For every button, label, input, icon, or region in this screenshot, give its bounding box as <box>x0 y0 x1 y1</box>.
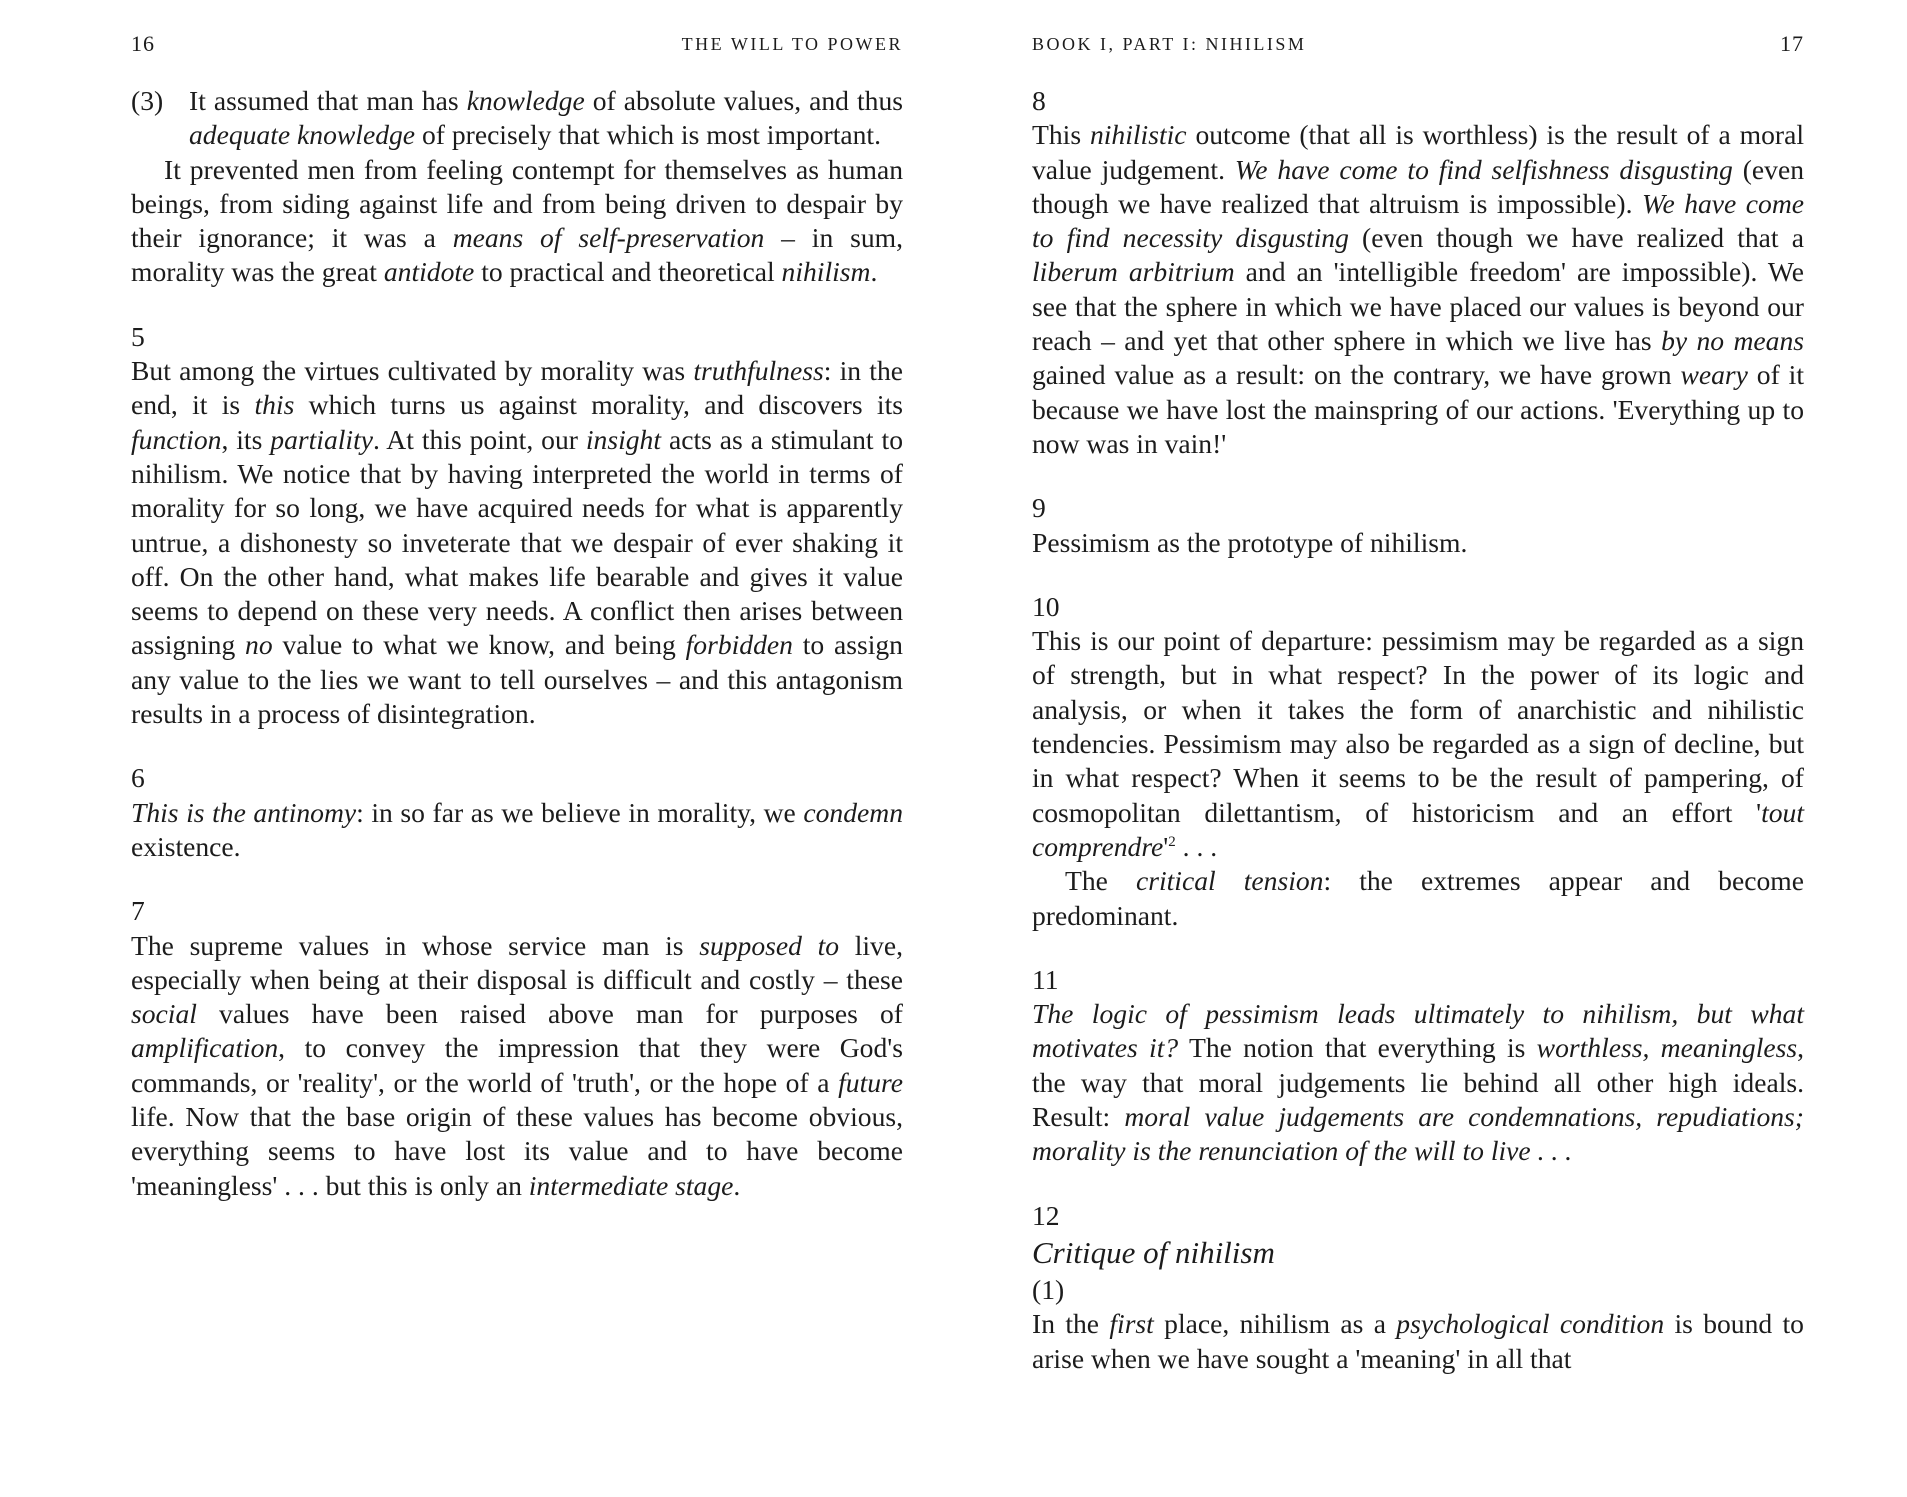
section-number-9: 9 <box>1032 492 1046 524</box>
section-12-title: Critique of nihilism <box>1032 1234 1275 1270</box>
section-10-text-2: The critical tension: the extremes appear and become predominant. <box>1032 865 1804 931</box>
section-12-text: In the first place, nihilism as a psychological condition is bound to arise when we have sought a 'meaning' in all that <box>1032 1308 1804 1374</box>
list-item-3: (3) It assumed that man has knowledge of absolute values, and thus adequate knowledge of precisely that which is most important. <box>131 85 904 151</box>
left-running-head <box>131 29 903 59</box>
left-running-title: THE WILL TO POWER <box>681 34 903 54</box>
section-number-6: 6 <box>131 762 145 794</box>
section-6-text: This is the antinomy: in so far as we believe in morality, we condemn existence. <box>131 796 903 862</box>
footnote-marker[interactable]: 2 <box>1168 833 1176 850</box>
section-number-7: 7 <box>131 895 145 927</box>
left-text-block <box>131 84 903 1203</box>
section-9-text: Pessimism as the prototype of nihilism. <box>1032 526 1468 558</box>
list-item-3-label: (3) <box>131 85 164 116</box>
section-number-10: 10 <box>1032 590 1060 622</box>
section-10-text: This is our point of departure: pessimism may be regarded as a sign of strength, but in what respect? In the power of its logic and analysis, or when it takes the form of anarchistic and nihilistic tendencies. Pessimism may also be regarded as a sign of decline, but in what respect? When it seems to be the result of pampering, of cosmopolitan dilettantism, of historicism and an effort 'tout comprendre'$^2$ . . . <box>1032 625 1804 862</box>
right-text-block <box>1032 84 1804 1376</box>
section-5-text: But among the virtues cultivated by morality was truthfulness: in the end, it is this which turns us against morality, and discovers its function, its partiality. At this point, our insight acts as a stimulant to nihilism. We notice that by having interpreted the world in terms of morality for so long, we have acquired needs for what is apparently untrue, a dishonesty so inveterate that we despair of ever shaking it off. On the other hand, what makes life bearable and gives it value seems to depend on these very needs. A conflict then arises between assigning no value to what we know, and being forbidden to assign any value to the lies we want to tell ourselves – and this antagonism results in a process of disintegration. <box>131 355 903 730</box>
right-running-head <box>1032 29 1804 59</box>
section-number-5: 5 <box>131 320 145 352</box>
left-page-number: 16 <box>131 31 155 56</box>
section-number-12: 12 <box>1032 1199 1060 1231</box>
right-page-number: 17 <box>1780 31 1804 56</box>
section-11-text: The logic of pessimism leads ultimately to nihilism, but what motivates it? The notion that everything is worthless, meaningless, the way that moral judgements lie behind all other high ideals. Result: moral value judgements are condemnations, repudiations; morality is the renunciation of the will to live . . . <box>1032 998 1804 1167</box>
section-12-subnumber: (1) <box>1032 1273 1065 1305</box>
section-number-8: 8 <box>1032 85 1046 116</box>
section-7-text: The supreme values in whose service man is supposed to live, especially when being at their disposal is difficult and costly – these social values have been raised above man for purposes of amplification, to convey the impression that they were God's commands, or 'reality', or the world of 'truth', or the hope of a future life. Now that the base origin of these values has become obvious, everything seems to have lost its value and to have become 'meaningless' . . . but this is only an intermediate stage. <box>131 929 903 1201</box>
section-number-11: 11 <box>1032 963 1059 995</box>
paragraph: It prevented men from feeling contempt for themselves as human beings, from siding against life and from being driven to despair by their ignorance; it was a means of self-preservation – in sum, morality was the great antidote to practical and theoretical nihilism. <box>131 153 903 288</box>
right-running-title: BOOK I, PART I: NIHILISM <box>1032 34 1307 54</box>
section-8-text: This nihilistic outcome (that all is worthless) is the result of a moral value judgement. We have come to find selfishness disgusting (even though we have realized that altruism is impossible). We have come to find necessity disgusting (even though we have realized that a liberum arbitrium and an 'intelligible freedom' are impossible). We see that the sphere in which we have placed our values is beyond our reach – and yet that other sphere in which we live has by no means gained value as a result: on the contrary, we have grown weary of it because we have lost the mainspring of our actions. 'Everything up to now was in vain!' <box>1032 119 1804 459</box>
